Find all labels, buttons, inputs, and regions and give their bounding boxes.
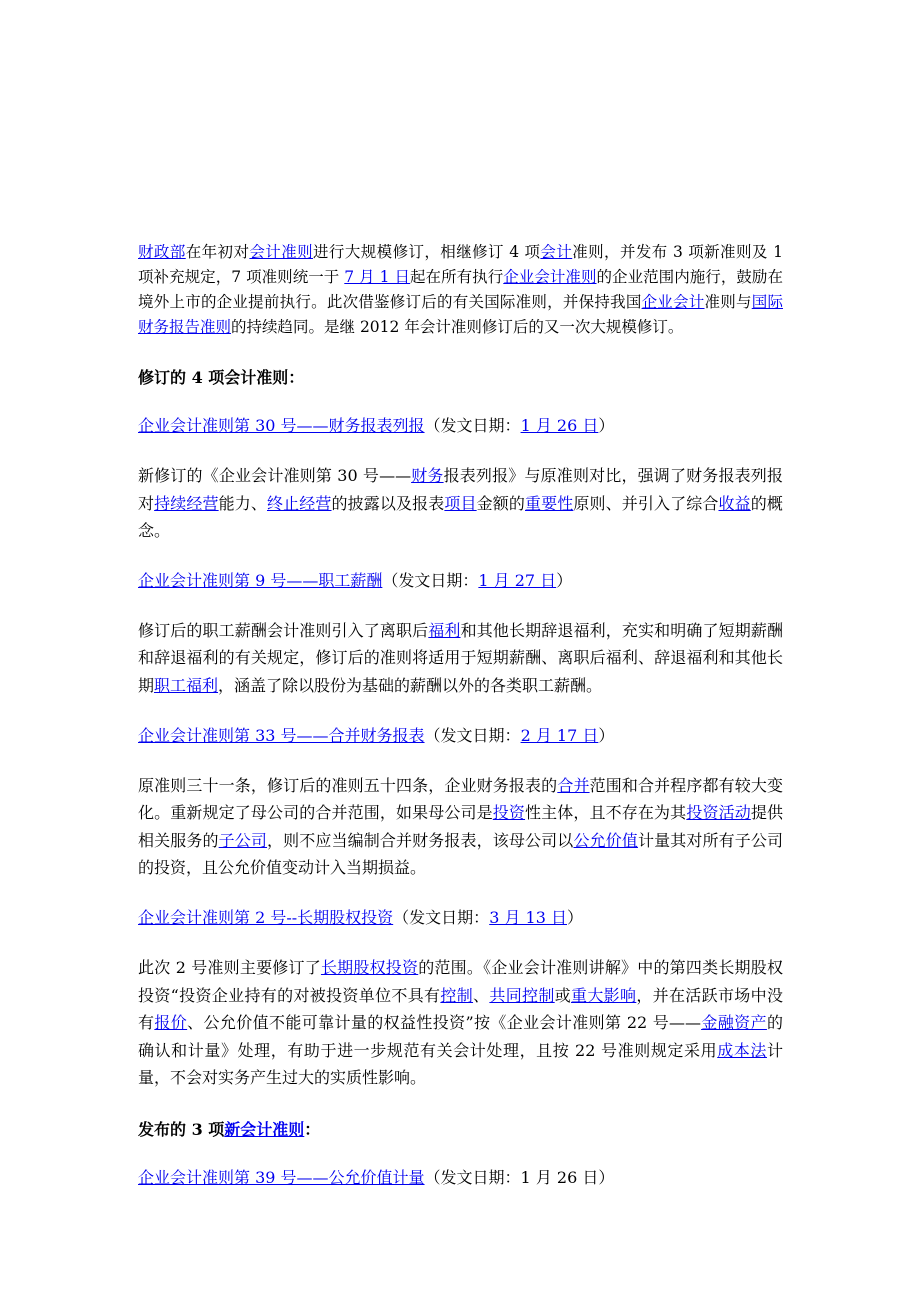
body-text: 报表列报》与原准则对比，强调了财务报表列报对	[138, 466, 783, 513]
link-discontinued-operations[interactable]: 终止经营	[267, 493, 332, 513]
standard-33-description	[138, 772, 783, 882]
link-ifrs[interactable]: 国际财务报告准则	[138, 293, 783, 336]
body-text: 性主体，且不存在为其	[525, 803, 687, 823]
standard-33-title	[138, 723, 783, 749]
link-going-concern[interactable]: 持续经营	[154, 493, 219, 513]
body-text: 计量，不会对实务产生过大的实质性影响。	[138, 1040, 783, 1088]
issue-date-text: （发文日期：1 月 26 日）	[424, 1167, 615, 1187]
link-significant-influence[interactable]: 重大影响	[571, 985, 637, 1005]
spacer	[138, 594, 783, 617]
standard-2-title	[138, 905, 783, 931]
body-text: 的披露以及报表	[331, 493, 445, 513]
document-body	[138, 240, 783, 1191]
heading-text: ：	[304, 1119, 321, 1139]
link-effective-date[interactable]: 7 月 1 日	[344, 268, 411, 286]
standard-39-title	[138, 1165, 783, 1191]
heading-revised-standards: 修订的 4 项会计准则：	[138, 368, 305, 387]
link-standard-39[interactable]: 企业会计准则第 39 号——公允价值计量	[138, 1167, 425, 1187]
standard-9-title	[138, 568, 783, 594]
link-long-term-equity-investment[interactable]: 长期股权投资	[320, 957, 419, 977]
issue-date-close: ）	[598, 725, 615, 745]
issue-date-close: ）	[598, 416, 615, 435]
body-text: 的范围。《企业会计准则讲解》中的第四类长期股权投资“投资企业持有的对被投资单位不具有	[138, 957, 783, 1005]
link-quote[interactable]: 报价	[154, 1013, 188, 1033]
link-investment[interactable]: 投资	[492, 803, 526, 823]
body-text: 原准则三十一条，修订后的准则五十四条，企业财务报表的	[138, 775, 558, 795]
link-new-accounting-standards[interactable]: 新会计准则	[224, 1119, 305, 1139]
intro-text: 起在所有执行	[410, 268, 504, 286]
intro-paragraph	[138, 240, 783, 340]
body-text: 金额的	[476, 493, 525, 513]
link-enterprise-accounting-standards[interactable]: 企业会计准则	[503, 268, 597, 286]
link-standard-9[interactable]: 企业会计准则第 9 号——职工薪酬	[138, 570, 383, 590]
body-text: ，则不应当编制合并财务报表，该母公司以	[267, 830, 574, 850]
body-text: 、	[473, 985, 490, 1005]
standard-9-description	[138, 617, 783, 700]
issue-date-label: （发文日期：	[424, 725, 521, 745]
body-text: 和其他长期辞退福利，充实和明确了短期薪酬和辞退福利的有关规定，修订后的准则将适用于短期薪酬、离职后福利、辞退福利和其他长期	[138, 620, 783, 695]
link-accounting-standards[interactable]: 会计准则	[249, 243, 314, 261]
link-cost-method[interactable]: 成本法	[717, 1040, 767, 1060]
link-standard-33[interactable]: 企业会计准则第 33 号——合并财务报表	[138, 725, 425, 745]
intro-text: 的持续趋同。是继 2012 年会计准则修订后的又一次大规模修订。	[231, 318, 684, 336]
link-control[interactable]: 控制	[440, 985, 474, 1005]
heading-text: 发布的 3 项	[138, 1119, 225, 1139]
spacer	[138, 700, 783, 723]
intro-text: 准则，并发布 3 项新准则及 1 项补充规定，7 项准则统一于	[138, 243, 783, 286]
intro-text: 在年初对	[185, 243, 250, 261]
heading-new-standards	[138, 1117, 783, 1143]
intro-text: 进行大规模修订，相继修订 4 项	[313, 243, 541, 261]
spacer	[138, 340, 783, 365]
link-merge[interactable]: 合并	[557, 775, 590, 795]
body-text: 的概念。	[138, 493, 783, 541]
standard-30-description	[138, 462, 783, 545]
body-text: 能力、	[218, 493, 267, 513]
body-text: 此次 2 号准则主要修订了	[138, 957, 321, 977]
intro-text: 的企业范围内施行，鼓励在境外上市的企业提前执行。此次借鉴修订后的有关国际准则，并保持我国	[138, 268, 783, 311]
link-enterprise-accounting[interactable]: 企业会计	[641, 293, 705, 311]
link-item[interactable]: 项目	[444, 493, 477, 513]
link-income[interactable]: 收益	[718, 493, 751, 513]
link-welfare[interactable]: 福利	[428, 620, 461, 640]
link-standard-2-date[interactable]: 3 月 13 日	[489, 907, 567, 927]
spacer	[138, 1092, 783, 1117]
spacer	[138, 931, 783, 954]
spacer	[138, 439, 783, 462]
link-financial-assets[interactable]: 金融资产	[701, 1013, 767, 1033]
body-text: 的确认和计量》处理，有助于进一步规范有关会计处理，且按 22 号准则规定采用	[138, 1013, 783, 1060]
link-ministry-of-finance[interactable]: 财政部	[138, 243, 186, 261]
issue-date-label: （发文日期：	[382, 570, 479, 590]
spacer	[138, 545, 783, 568]
body-text: 修订后的职工薪酬会计准则引入了离职后	[138, 620, 429, 640]
issue-date-close: ）	[567, 907, 584, 927]
link-standard-9-date[interactable]: 1 月 27 日	[478, 570, 557, 590]
standard-2-description	[138, 954, 783, 1092]
body-text: 新修订的《企业会计准则第 30 号——	[138, 466, 412, 485]
link-finance[interactable]: 财务	[411, 466, 444, 485]
link-investment-activity[interactable]: 投资活动	[686, 803, 751, 823]
spacer	[138, 882, 783, 905]
issue-date-close: ）	[556, 570, 573, 590]
link-joint-control[interactable]: 共同控制	[489, 985, 555, 1005]
link-standard-2[interactable]: 企业会计准则第 2 号--长期股权投资	[138, 907, 394, 927]
link-fair-value[interactable]: 公允价值	[573, 830, 638, 850]
body-text: ，并在活跃市场中没有	[138, 985, 783, 1033]
body-text: 原则、并引入了综合	[573, 493, 719, 513]
link-standard-33-date[interactable]: 2 月 17 日	[520, 725, 599, 745]
intro-text: 准则与	[704, 293, 752, 311]
body-text: 提供相关服务的	[138, 803, 783, 850]
spacer	[138, 391, 783, 413]
link-materiality[interactable]: 重要性	[525, 493, 574, 513]
link-subsidiary[interactable]: 子公司	[218, 830, 268, 850]
body-text: 、公允价值不能可靠计量的权益性投资”按《企业会计准则第 22 号——	[187, 1013, 702, 1033]
issue-date-label: （发文日期：	[393, 907, 490, 927]
link-standard-30-date[interactable]: 1 月 26 日	[520, 416, 599, 435]
body-text: 或	[554, 985, 572, 1005]
body-text: 计量其对所有子公司的投资，且公允价值变动计入当期损益。	[138, 830, 783, 878]
spacer	[138, 1143, 783, 1165]
body-text: ，涵盖了除以股份为基础的薪酬以外的各类职工薪酬。	[218, 675, 603, 695]
link-employee-welfare[interactable]: 职工福利	[154, 675, 219, 695]
body-text: 范围和合并程序都有较大变化。重新规定了母公司的合并范围，如果母公司是	[138, 775, 783, 823]
issue-date-label: （发文日期：	[424, 416, 521, 435]
link-standard-30[interactable]: 企业会计准则第 30 号——财务报表列报	[138, 416, 425, 435]
link-accounting[interactable]: 会计	[540, 243, 573, 261]
standard-30-title	[138, 413, 783, 439]
spacer	[138, 749, 783, 772]
